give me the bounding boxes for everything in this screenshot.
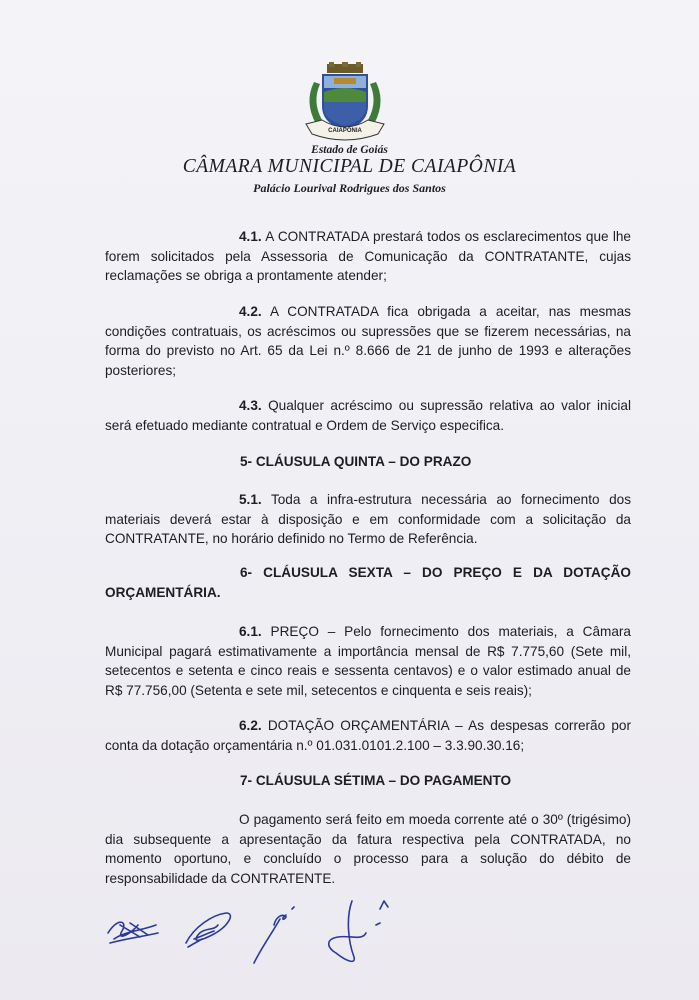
paragraph-4-2: [105, 302, 631, 380]
signature-4: [329, 901, 388, 961]
header-title: CÂMARA MUNICIPAL DE CAIAPÔNIA: [182, 156, 517, 177]
paragraph-text: A CONTRATADA prestará todos os esclarecimentos que lhe forem solicitados pela Assessoria de Comunicação da CONTRATANTE, cujas reclamações se obriga a prontamente atender;: [105, 229, 631, 283]
svg-text:CAIAPÔNIA: CAIAPÔNIA: [328, 128, 362, 134]
header-state: Estado de Goiás: [311, 144, 388, 156]
signatures: [100, 895, 400, 975]
paragraph-text: Toda a infra-estrutura necessária ao fornecimento dos materiais deverá estar à disposição e em conformidade com a solicitação da CONTRATANTE, no horário definido no Termo de Referência.: [105, 492, 632, 546]
paragraph-text: A CONTRATADA fica obrigada a aceitar, nas mesmas condições contratuais, os acréscimos ou supressões que se fizerem necessárias, na forma do previsto no Art. 65 da Lei n.º 8.666 de 21 de junho de 1993 e alterações posteriores;: [105, 304, 631, 378]
paragraph-number: 4.1.: [239, 229, 262, 244]
paragraph-6-1: [105, 622, 631, 700]
header-palace: Palácio Lourival Rodrigues dos Santos: [253, 181, 446, 195]
clause-heading-7: 7- CLÁUSULA SÉTIMA – DO PAGAMENTO: [240, 773, 512, 788]
paragraph-7-1: [105, 810, 631, 888]
paragraph-number: 4.3.: [239, 398, 262, 413]
clause-heading-6-line1: 6- CLÁUSULA SEXTA – DO PREÇO E DA DOTAÇÃO: [240, 565, 631, 580]
paragraph-text: PREÇO – Pelo fornecimento dos materiais, a Câmara Municipal pagará estimativamente a importância mensal de R$ 7.775,60 (Sete mil, setecentos e setenta e cinco reais e sessenta centavos) e o valor estimado anual de R$ 77.756,00 (Setenta e sete mil, setecentos e cinquenta e seis reais);: [105, 624, 631, 698]
clause-heading-6-line2: ORÇAMENTÁRIA.: [105, 585, 221, 600]
signature-1: [108, 922, 158, 943]
paragraph-number: 6.2.: [239, 718, 262, 733]
paragraph-text: Qualquer acréscimo ou supressão relativa ao valor inicial será efetuado mediante contratual e Ordem de Serviço especifica.: [105, 398, 631, 433]
paragraph-5-1: [105, 490, 631, 549]
paragraph-text: DOTAÇÃO ORÇAMENTÁRIA – As despesas correrão por conta da dotação orçamentária n.º 01.031.0101.2.100 – 3.3.90.30.16;: [105, 718, 631, 753]
signature-2: [186, 913, 230, 947]
paragraph-4-1: [105, 227, 631, 286]
paragraph-6-2: [105, 716, 631, 755]
signature-3: [254, 907, 294, 963]
paragraph-number: 6.1.: [239, 624, 262, 639]
municipal-coat-of-arms: [300, 62, 390, 142]
paragraph-number: 4.2.: [239, 304, 262, 319]
paragraph-4-3: [105, 396, 631, 435]
clause-heading-5: 5- CLÁUSULA QUINTA – DO PRAZO: [240, 454, 472, 469]
paragraph-number: 5.1.: [239, 492, 262, 507]
paragraph-text: O pagamento será feito em moeda corrente até o 30º (trigésimo) dia subsequente a apresentação da fatura respectiva pela CONTRATADA, no momento oportuno, e concluído o processo para a solução do débito de responsabilidade da CONTRATENTE.: [105, 812, 631, 886]
